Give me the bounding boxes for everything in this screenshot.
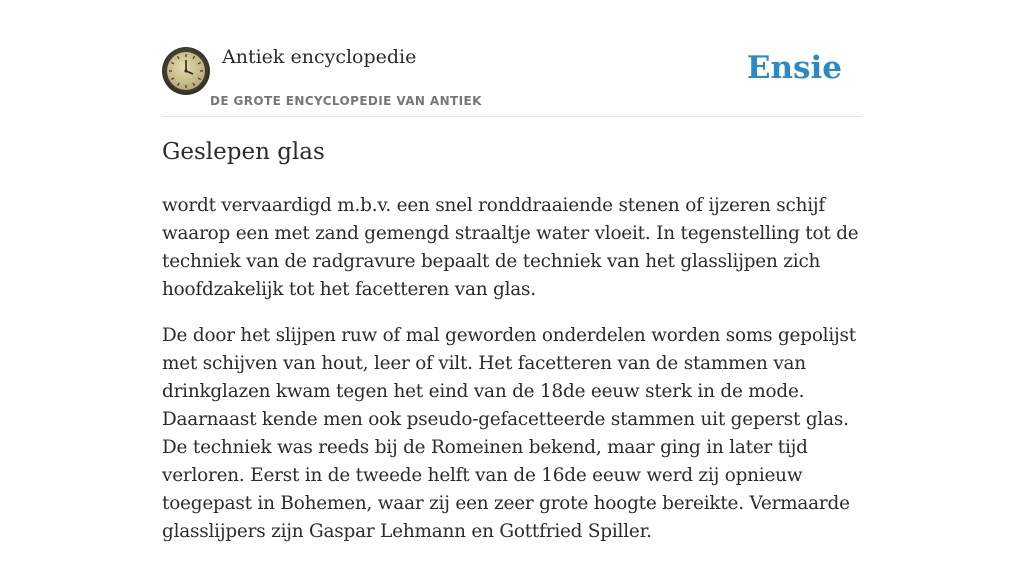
brand-logo-link[interactable]: Ensie: [746, 50, 842, 86]
page: [162, 0, 862, 542]
article-body: [162, 192, 862, 564]
article-paragraph-2: De door het slijpen ruw of mal geworden onderdelen worden soms gepolijst met schijven van hout, leer of vilt. Het facetteren van de stammen van drinkglazen kwam tegen het eind van de 18de eeuw sterk in de mode. Daarnaast kende men ook pseudo-gefacetteerde stammen uit geperst glas. De techniek was reeds bij de Romeinen bekend, maar ging in later tijd verloren. Eerst in de tweede helft van de 16de eeuw werd zij opnieuw toegepast in Bohemen, waar zij een zeer grote hoogte bereikte. Vermaarde glasslijpers zijn Gaspar Lehmann en Gottfried Spiller.: [162, 325, 856, 542]
site-title-link[interactable]: Antiek encyclopedie: [222, 46, 417, 68]
article-paragraph-1: wordt vervaardigd m.b.v. een snel ronddraaiende stenen of ijzeren schijf waarop een met zand gemengd straaltje water vloeit. In tegenstelling tot de techniek van de radgravure bepaalt de techniek van het glasslijpen zich hoofdzakelijk tot het facetteren van glas.: [162, 195, 859, 300]
article-title: Geslepen glas: [162, 139, 325, 165]
site-header: [162, 0, 862, 117]
site-subtitle: DE GROTE ENCYCLOPEDIE VAN ANTIEK: [210, 94, 482, 108]
antique-clock-icon[interactable]: [162, 47, 210, 95]
